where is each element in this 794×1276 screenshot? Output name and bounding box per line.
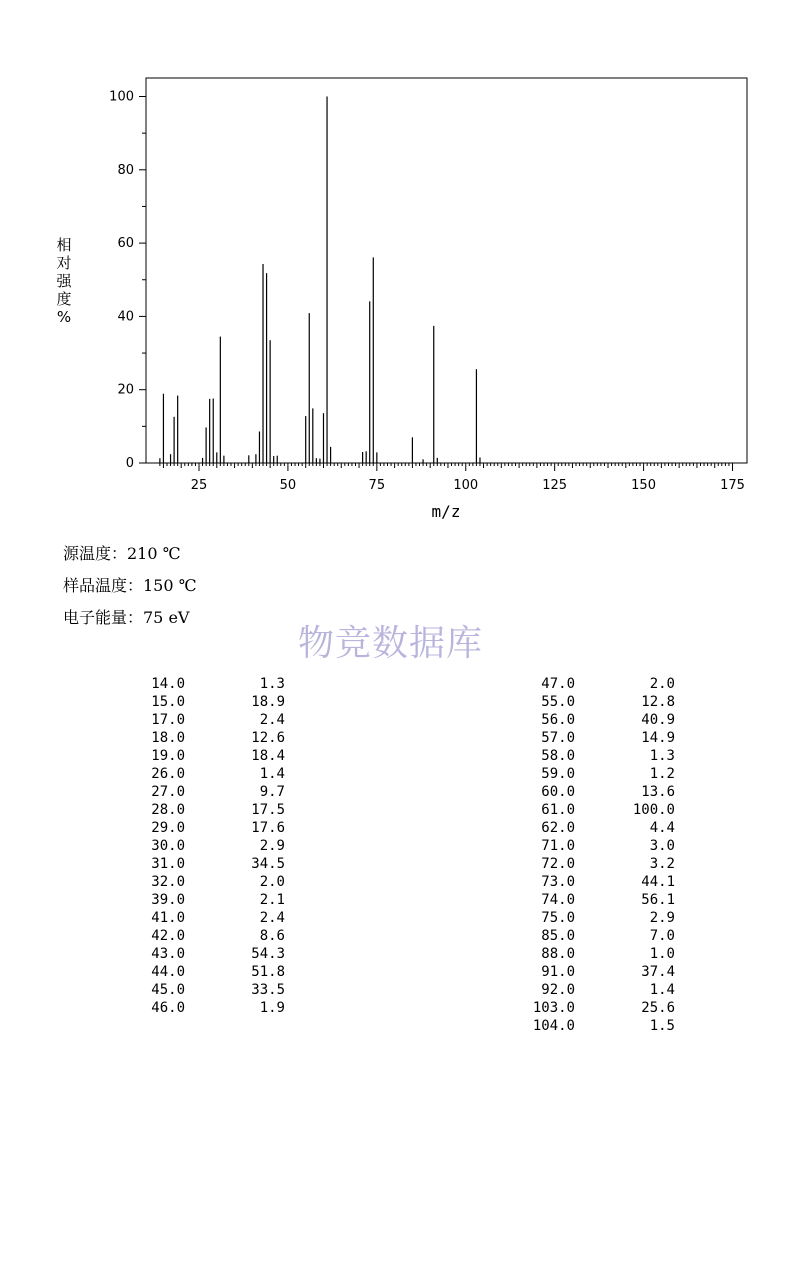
watermark: 物竞数据库	[298, 623, 484, 664]
mz-value: 27.0	[151, 784, 185, 800]
mz-value: 88.0	[541, 946, 575, 962]
y-axis-label-char: 相	[56, 236, 72, 254]
relative-abundance: 13.6	[641, 784, 675, 800]
y-tick-label: 100	[109, 89, 134, 105]
mz-value: 104.0	[532, 1018, 575, 1034]
relative-abundance: 2.4	[259, 712, 285, 728]
table-row	[0, 855, 794, 873]
mz-value: 41.0	[151, 910, 185, 926]
relative-abundance: 12.6	[251, 730, 285, 746]
relative-abundance: 2.4	[259, 910, 285, 926]
relative-abundance: 9.7	[259, 784, 285, 800]
relative-abundance: 4.4	[649, 820, 675, 836]
table-row	[0, 747, 794, 765]
mz-value: 92.0	[541, 982, 575, 998]
x-tick-label: 25	[190, 478, 208, 493]
electron-energy: 电子能量：75 eV	[63, 608, 190, 627]
mz-value: 59.0	[541, 766, 575, 782]
table-row	[0, 981, 794, 999]
relative-abundance: 25.6	[641, 1000, 675, 1016]
table-row	[0, 783, 794, 801]
relative-abundance: 1.5	[649, 1018, 675, 1034]
table-row	[0, 819, 794, 837]
mz-value: 17.0	[151, 712, 185, 728]
mz-value: 32.0	[151, 874, 185, 890]
mz-value: 60.0	[541, 784, 575, 800]
relative-abundance: 54.3	[251, 946, 285, 962]
mz-value: 103.0	[532, 1000, 575, 1016]
mz-value: 44.0	[151, 964, 185, 980]
table-row	[0, 729, 794, 747]
y-axis-label	[56, 236, 72, 326]
mz-value: 56.0	[541, 712, 575, 728]
relative-abundance: 51.8	[251, 964, 285, 980]
relative-abundance: 2.0	[649, 676, 675, 692]
table-row	[0, 873, 794, 891]
mz-value: 46.0	[151, 1000, 185, 1016]
mz-value: 30.0	[151, 838, 185, 854]
mz-value: 14.0	[151, 676, 185, 692]
mz-value: 58.0	[541, 748, 575, 764]
mz-value: 55.0	[541, 694, 575, 710]
table-row	[0, 801, 794, 819]
table-row	[0, 675, 794, 693]
y-axis-label-char: 强	[56, 272, 72, 290]
x-axis-label: m/z	[431, 502, 461, 521]
relative-abundance: 1.4	[649, 982, 675, 998]
relative-abundance: 2.9	[649, 910, 675, 926]
relative-abundance: 1.9	[259, 1000, 285, 1016]
mz-value: 42.0	[151, 928, 185, 944]
mz-value: 19.0	[151, 748, 185, 764]
relative-abundance: 17.5	[251, 802, 285, 818]
plot-frame	[146, 78, 747, 463]
mz-value: 72.0	[541, 856, 575, 872]
x-axis	[160, 463, 745, 493]
mz-value: 62.0	[541, 820, 575, 836]
relative-abundance: 7.0	[649, 928, 675, 944]
mz-value: 91.0	[541, 964, 575, 980]
mz-value: 75.0	[541, 910, 575, 926]
sample-temperature: 样品温度：150 ℃	[63, 576, 197, 595]
relative-abundance: 1.3	[649, 748, 675, 764]
x-tick-label: 50	[279, 478, 297, 493]
mz-value: 47.0	[541, 676, 575, 692]
x-tick-label: 175	[720, 478, 745, 493]
table-row	[0, 999, 794, 1017]
mz-value: 73.0	[541, 874, 575, 890]
relative-abundance: 1.0	[649, 946, 675, 962]
relative-abundance: 100.0	[632, 802, 675, 818]
mz-value: 28.0	[151, 802, 185, 818]
table-row	[0, 945, 794, 963]
relative-abundance: 56.1	[641, 892, 675, 908]
relative-abundance: 1.4	[259, 766, 285, 782]
table-row	[0, 837, 794, 855]
table-row	[0, 909, 794, 927]
mz-value: 26.0	[151, 766, 185, 782]
relative-abundance: 17.6	[251, 820, 285, 836]
y-tick-label: 0	[125, 456, 134, 471]
table-row	[0, 1017, 794, 1035]
table-row	[0, 927, 794, 945]
x-tick-label: 125	[542, 478, 568, 493]
y-tick-label: 40	[117, 309, 134, 325]
relative-abundance: 2.9	[259, 838, 285, 854]
relative-abundance: 18.4	[251, 748, 285, 764]
relative-abundance: 1.3	[259, 676, 285, 692]
mz-value: 74.0	[541, 892, 575, 908]
mz-value: 43.0	[151, 946, 185, 962]
mass-spectrum-chart	[0, 0, 794, 530]
mz-value: 15.0	[151, 694, 185, 710]
relative-abundance: 12.8	[641, 694, 675, 710]
table-row	[0, 765, 794, 783]
y-axis-label-char: 度	[56, 290, 72, 308]
mz-value: 57.0	[541, 730, 575, 746]
relative-abundance: 8.6	[259, 928, 285, 944]
spectrum-peaks	[160, 97, 480, 464]
source-temperature: 源温度：210 ℃	[63, 544, 181, 563]
y-axis-label-char: %	[56, 308, 72, 326]
mz-value: 18.0	[151, 730, 185, 746]
relative-abundance: 14.9	[641, 730, 675, 746]
peak-table-right	[0, 675, 794, 1035]
y-tick-label: 80	[117, 162, 134, 178]
relative-abundance: 40.9	[641, 712, 675, 728]
relative-abundance: 2.0	[259, 874, 285, 890]
mz-value: 85.0	[541, 928, 575, 944]
table-row	[0, 693, 794, 711]
table-row	[0, 711, 794, 729]
mz-value: 71.0	[541, 838, 575, 854]
relative-abundance: 34.5	[251, 856, 285, 872]
y-tick-label: 20	[117, 382, 134, 398]
relative-abundance: 1.2	[649, 766, 675, 782]
x-tick-label: 100	[453, 478, 479, 493]
mz-value: 39.0	[151, 892, 185, 908]
relative-abundance: 2.1	[259, 892, 285, 908]
relative-abundance: 37.4	[641, 964, 675, 980]
y-axis-label-char: 对	[56, 254, 72, 272]
relative-abundance: 3.0	[649, 838, 675, 854]
mz-value: 31.0	[151, 856, 185, 872]
relative-abundance: 18.9	[251, 694, 285, 710]
relative-abundance: 33.5	[251, 982, 285, 998]
table-row	[0, 963, 794, 981]
mz-value: 45.0	[151, 982, 185, 998]
mz-value: 29.0	[151, 820, 185, 836]
x-tick-label: 150	[631, 478, 656, 493]
relative-abundance: 3.2	[649, 856, 675, 872]
x-tick-label: 75	[368, 478, 386, 493]
table-row	[0, 891, 794, 909]
relative-abundance: 44.1	[641, 874, 675, 890]
y-tick-label: 60	[117, 236, 134, 252]
mz-value: 61.0	[541, 802, 575, 818]
y-axis	[109, 90, 146, 472]
